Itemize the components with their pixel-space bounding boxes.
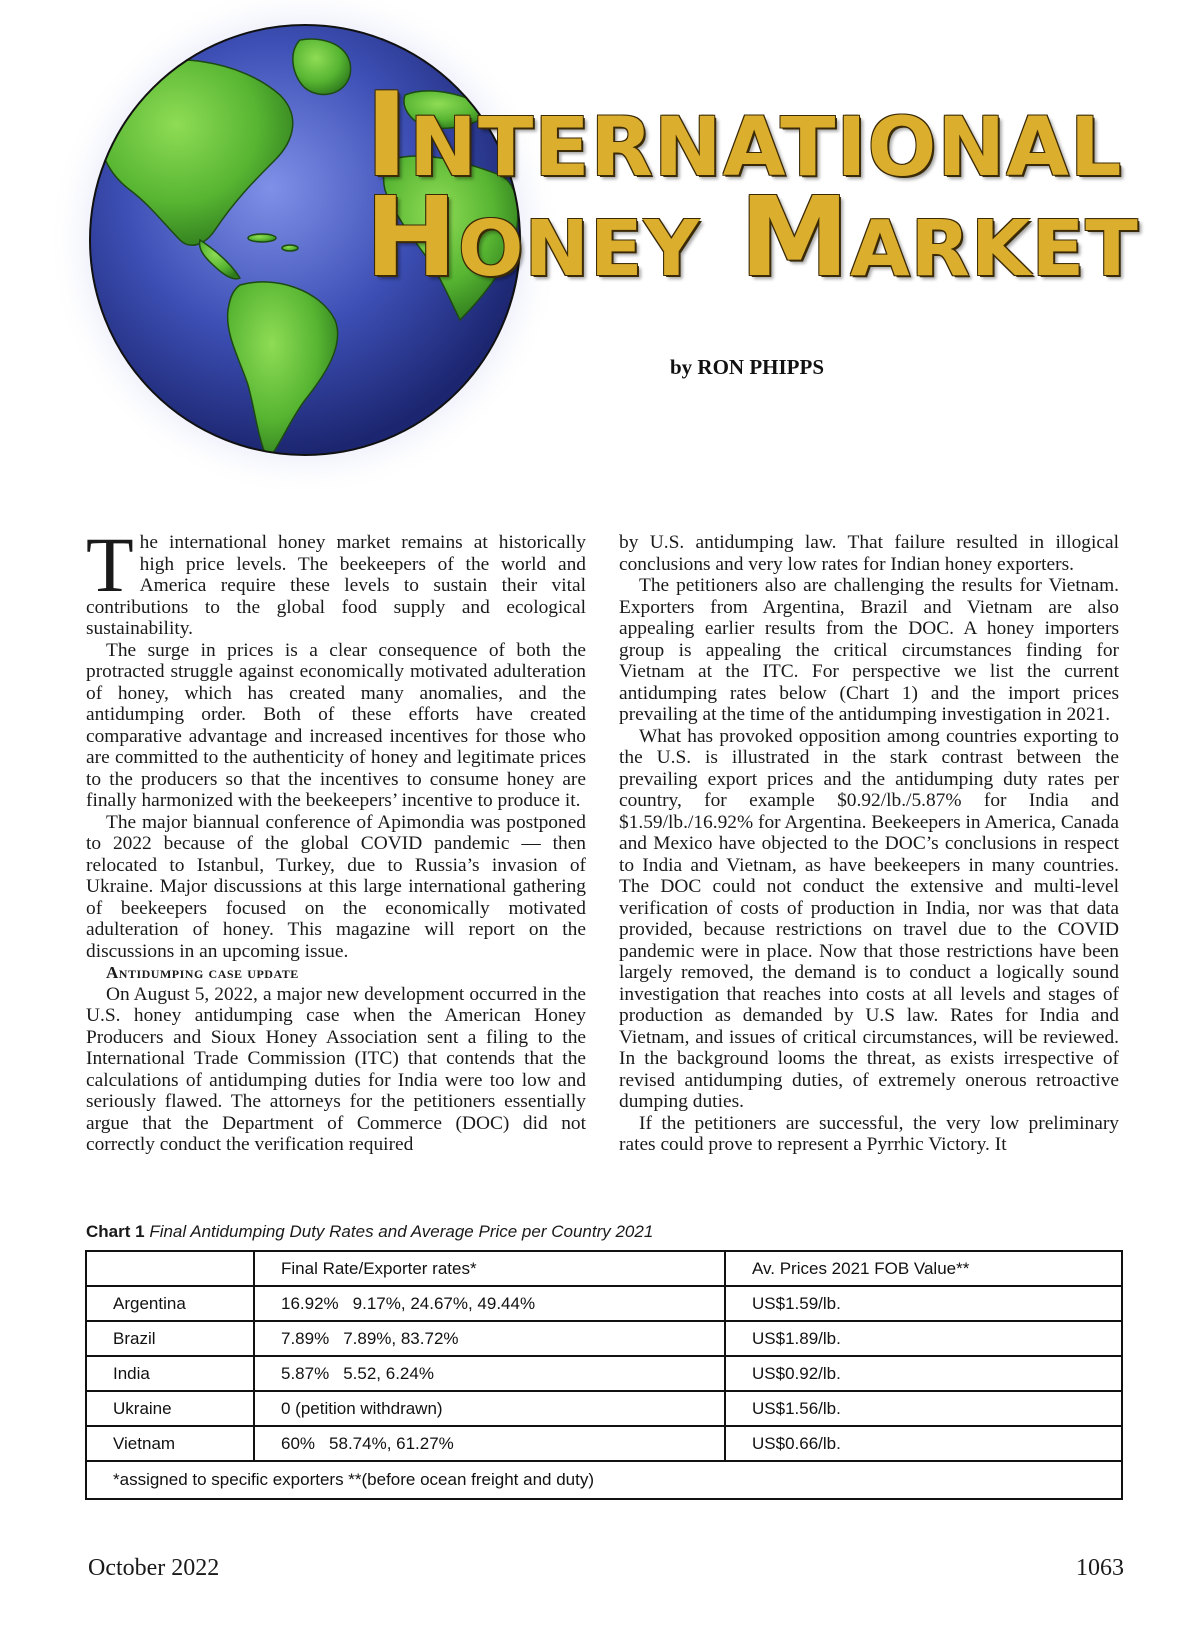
paragraph-5: by U.S. antidumping law. That failure resulted in illogical conclusions and very low rates for Indian honey exporters. (619, 532, 1119, 575)
article-header (0, 0, 1200, 500)
final-rate: 0 (petition withdrawn) (281, 1398, 443, 1418)
exporter-rates: 7.89%, 83.72% (343, 1328, 459, 1348)
paragraph-1-text: he international honey market remains at historically high price levels. The beekeepers of the world and America require these levels to sustain their vital contributions to the global food supply and ecological sustainability. (86, 532, 586, 639)
chart-caption (86, 1222, 653, 1242)
final-rate: 5.87% (281, 1363, 330, 1383)
rate-cell (254, 1286, 725, 1321)
country-cell: India (86, 1356, 254, 1391)
exporter-rates: 5.52, 6.24% (343, 1363, 434, 1383)
price-cell: US$1.59/lb. (725, 1286, 1122, 1321)
table-row (86, 1391, 1122, 1426)
table-header-row (86, 1251, 1122, 1286)
country-cell: Vietnam (86, 1426, 254, 1461)
header-cell-country (86, 1251, 254, 1286)
table-row (86, 1321, 1122, 1356)
rate-cell (254, 1356, 725, 1391)
rate-cell (254, 1391, 725, 1426)
byline: by RON PHIPPS (670, 355, 825, 379)
country-cell: Argentina (86, 1286, 254, 1321)
title-line-2: Honey Market (365, 173, 1139, 301)
duty-rate-table (85, 1250, 1123, 1500)
header-cell-prices: Av. Prices 2021 FOB Value** (725, 1251, 1122, 1286)
rate-cell (254, 1321, 725, 1356)
title-line-1: International (365, 68, 1123, 203)
chart-caption-text: Final Antidumping Duty Rates and Average Price per Country 2021 (149, 1222, 654, 1241)
final-rate: 7.89% (281, 1328, 330, 1348)
article-column-right (619, 532, 1119, 1156)
drop-cap: T (86, 521, 134, 608)
paragraph-4: On August 5, 2022, a major new development occurred in the U.S. honey antidumping case when the American Honey Producers and Sioux Honey Association sent a filing to the International Trade Commission (ITC) that contends that the calculations of antidumping duties for India were too low and seriously flawed. The attorneys for the petitioners essentially argue that the Department of Commerce (DOC) did not correctly conduct the verification required (86, 983, 586, 1155)
table-row (86, 1426, 1122, 1461)
country-cell: Brazil (86, 1321, 254, 1356)
final-rate: 60% (281, 1433, 316, 1453)
page-number: 1063 (1076, 1555, 1124, 1581)
paragraph-1 (86, 521, 586, 640)
exporter-rates: 58.74%, 61.27% (329, 1433, 454, 1453)
price-cell: US$1.89/lb. (725, 1321, 1122, 1356)
paragraph-6: The petitioners also are challenging the results for Vietnam. Exporters from Argentina, Brazil and Vietnam are also appealing earlier results from the DOC. A honey importers group is appealing the critical circumstances finding for Vietnam at the ITC. For perspective we list the current antidumping rates below (Chart 1) and the import prices prevailing at the time of the antidumping investigation in 2021. (619, 575, 1119, 725)
price-cell: US$0.92/lb. (725, 1356, 1122, 1391)
price-cell: US$1.56/lb. (725, 1391, 1122, 1426)
country-cell: Ukraine (86, 1391, 254, 1426)
paragraph-2: The surge in prices is a clear consequence of both the protracted struggle against economically motivated adulteration of honey, which has created many anomalies, and the antidumping order. Both of these efforts have created comparative advantage and increased incentives for those who are committed to the authenticity of honey and legitimate prices to the producers so that the incentives to consume honey are finally harmonized with the beekeepers’ incentive to produce it. (86, 639, 586, 811)
paragraph-8: If the petitioners are successful, the very low preliminary rates could prove to represent a Pyrrhic Victory. It (619, 1112, 1119, 1155)
article-column-left (86, 521, 586, 1156)
paragraph-7: What has provoked opposition among countries exporting to the U.S. is illustrated in the stark contrast between the prevailing export prices and the antidumping duty rates per country, for example $0.92/lb./5.87% for India and $1.59/lb./16.92% for Argentina. Beekeepers in America, Canada and Mexico have objected to the DOC’s conclusions in respect to India and Vietnam, as have beekeepers in many countries. The DOC could not conduct the extensive and multi-level verification of costs of production in India, nor was that data provided, because restrictions on travel due to the COVID pandemic were in place. Now that those restrictions have been largely removed, the demand is to conduct a logically sound investigation that reaches into costs at all levels and stages of production as demanded by U.S law. Rates for India and Vietnam, and issues of critical circumstances, will be reviewed. In the background looms the threat, as exists irrespective of revised antidumping duties, of extremely onerous retroactive dumping duties. (619, 725, 1119, 1112)
table-note-row (86, 1461, 1122, 1499)
exporter-rates: 9.17%, 24.67%, 49.44% (352, 1293, 536, 1313)
table-row (86, 1286, 1122, 1321)
paragraph-3: The major biannual conference of Apimondia was postponed to 2022 because of the global COVID pandemic — then relocated to Istanbul, Turkey, due to Russia’s invasion of Ukraine. Major discussions at this large international gathering of beekeepers focused on the economically motivated adulteration of honey. This magazine will report on the discussions in an upcoming issue. (86, 811, 586, 962)
table-row (86, 1356, 1122, 1391)
footer-date: October 2022 (88, 1555, 220, 1581)
price-cell: US$0.66/lb. (725, 1426, 1122, 1461)
final-rate: 16.92% (281, 1293, 339, 1313)
rate-cell (254, 1426, 725, 1461)
table-note: *assigned to specific exporters **(before ocean freight and duty) (86, 1461, 1122, 1499)
chart-label: Chart 1 (86, 1222, 145, 1241)
section-subhead: Antidumping case update (106, 963, 299, 982)
header-cell-rates: Final Rate/Exporter rates* (254, 1251, 725, 1286)
